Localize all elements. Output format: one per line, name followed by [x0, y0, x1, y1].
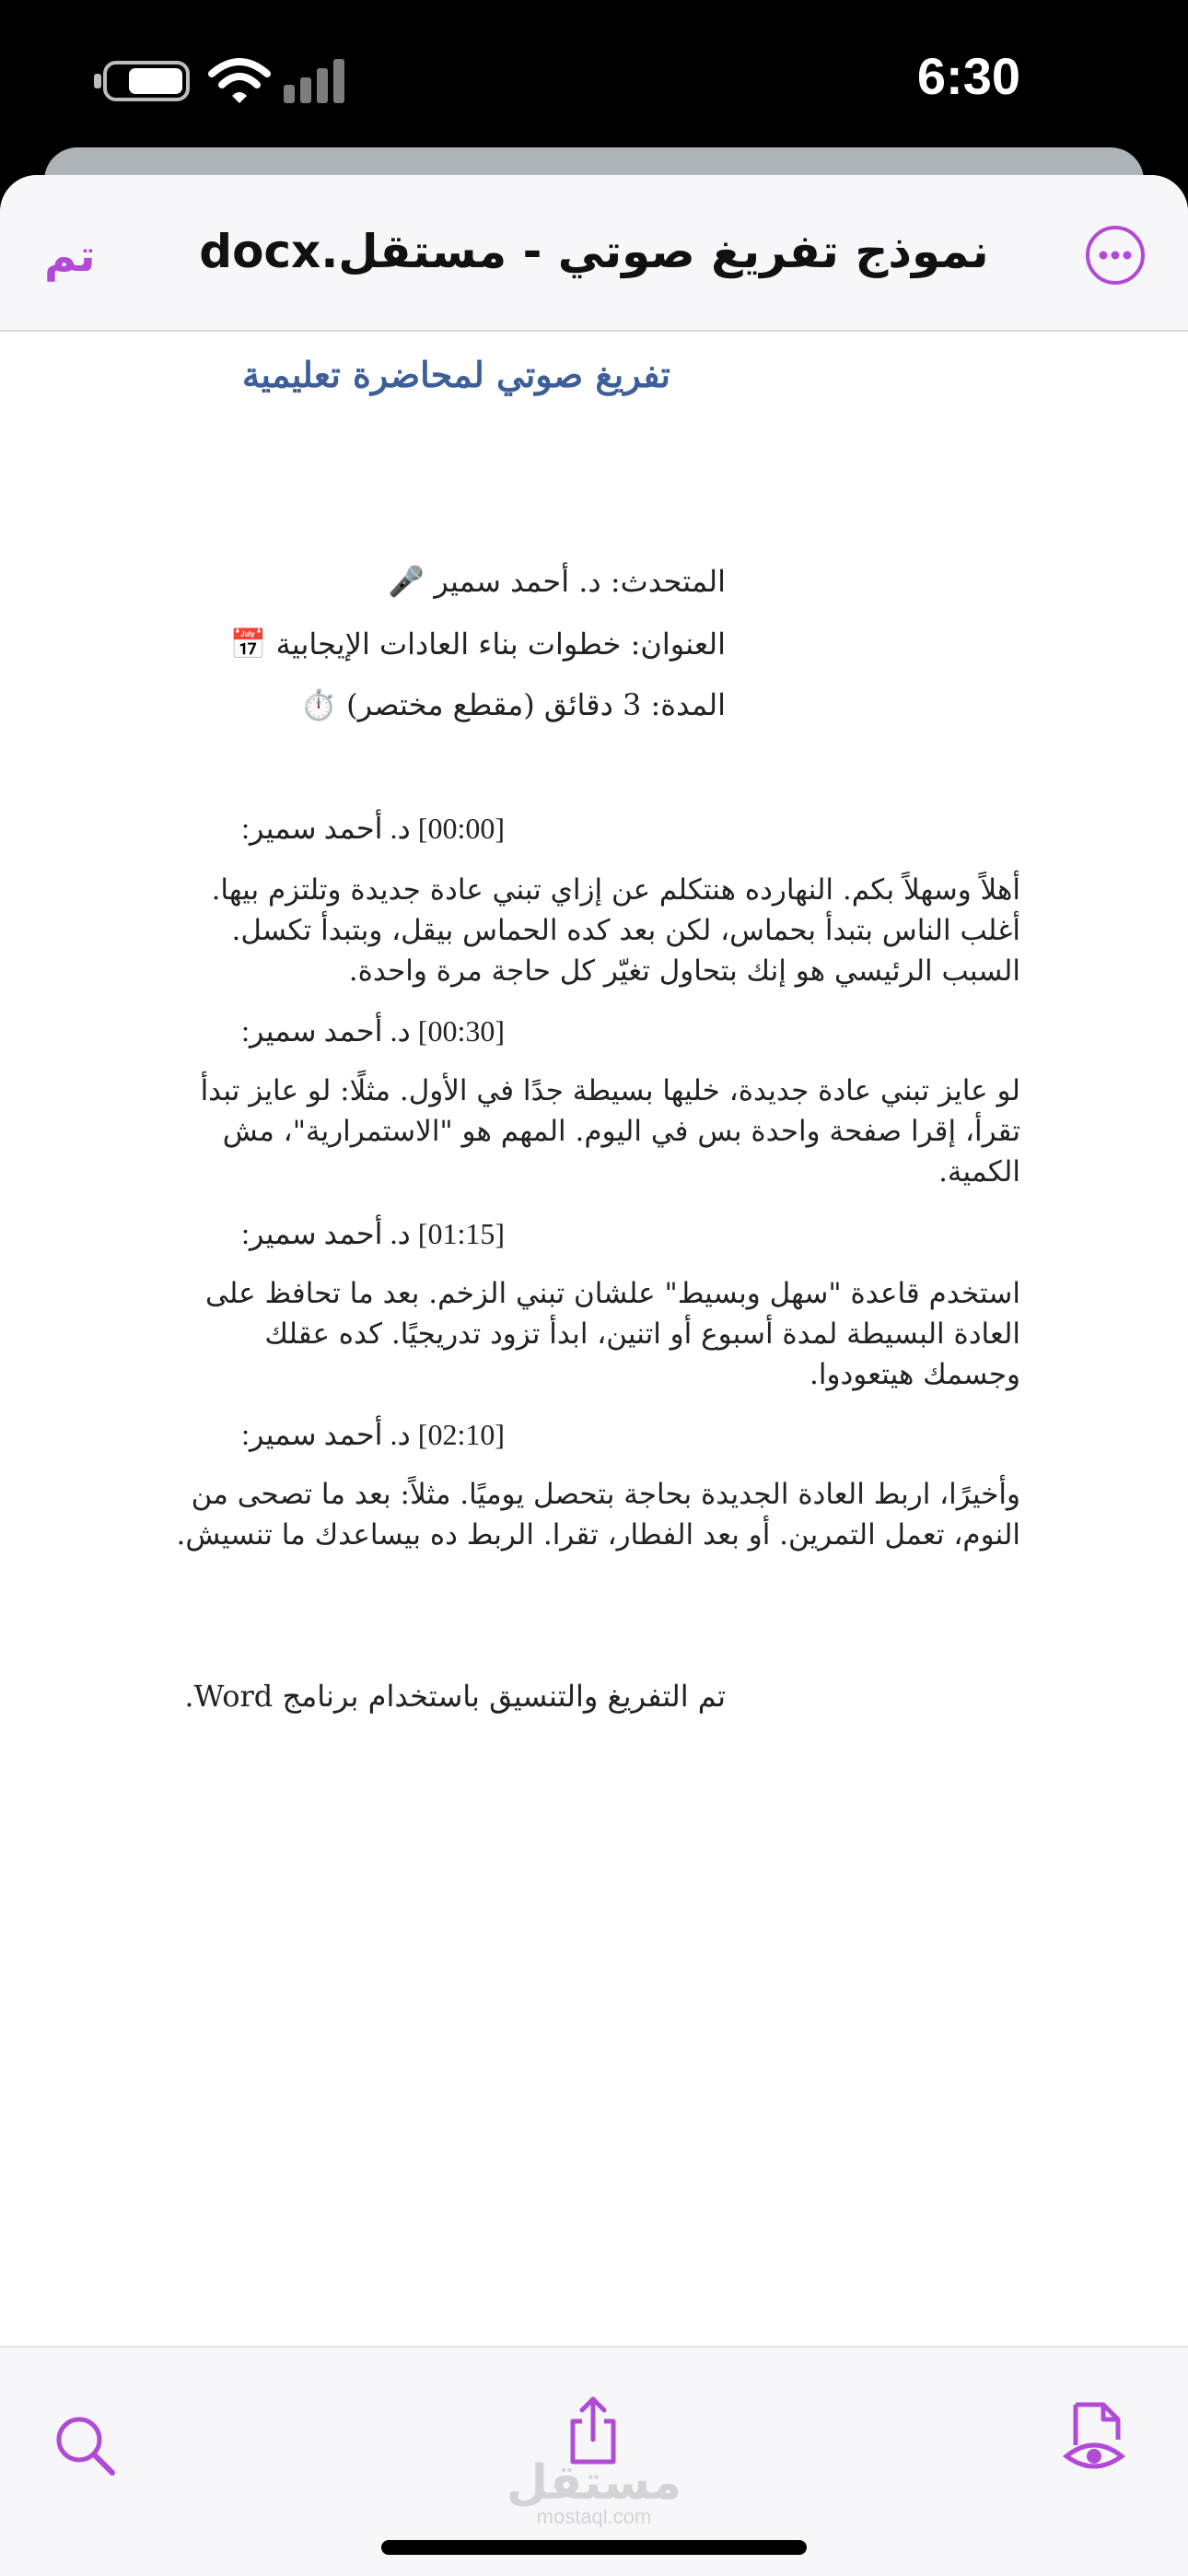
- meta-topic: العنوان: خطوات بناء العادات الإيجابية 📅: [229, 626, 726, 662]
- footer-note: تم التفريغ والتنسيق باستخدام برنامج Word.: [184, 1679, 726, 1714]
- status-time: 6:30: [916, 47, 1020, 105]
- segment-speaker: [00:30] د. أحمد سمير:: [241, 1014, 505, 1048]
- more-options-icon[interactable]: [1085, 225, 1146, 286]
- segment-speaker: [00:00] د. أحمد سمير:: [241, 812, 505, 845]
- cellular-signal-icon: [282, 59, 346, 103]
- watermark-url: mostaql.com: [536, 2505, 652, 2528]
- meta-speaker: المتحدث: د. أحمد سمير 🎤: [388, 564, 726, 599]
- wifi-icon: [208, 55, 271, 107]
- navigation-bar: [0, 175, 1188, 332]
- segment-text: لو عايز تبني عادة جديدة، خليها بسيطة جدًا في الأول. مثلًا: لو عايز تبدأ تقرأ، إقرا صفحة واحدة بس في اليوم. المهم هو "الاستمرارية"، مش الكمية.: [200, 1074, 1020, 1188]
- search-icon[interactable]: [48, 2408, 122, 2482]
- home-indicator[interactable]: [381, 2540, 807, 2555]
- segment-text: وأخيرًا، اربط العادة الجديدة بحاجة بتحصل يوميًا. مثلاً: بعد ما تصحى من النوم، تعمل التمرين. أو بعد الفطار، تقرا. الربط ده بيساعدك ما تنسيش.: [176, 1478, 1020, 1551]
- watermark-logo-text: مستقل: [506, 2455, 682, 2511]
- reader-mode-icon[interactable]: [1061, 2399, 1135, 2473]
- mostaql-watermark: [502, 2455, 686, 2529]
- battery-icon: [103, 61, 190, 101]
- meta-duration: المدة: 3 دقائق (مقطع مختصر) ⏱️: [300, 687, 726, 722]
- segment-text: أهلاً وسهلاً بكم. النهارده هنتكلم عن إزاي تبني عادة جديدة وتلتزم بيها. أغلب الناس بتبدأ بحماس، لكن بعد كده الحماس بيقل، وبتبدأ تكسل. السبب الرئيسي هو إنك بتحاول تغيّر كل حاجة مرة واحدة.: [211, 873, 1020, 988]
- document-title: نموذج تفريغ صوتي - مستقل.docx: [199, 225, 989, 278]
- done-button[interactable]: تم: [44, 230, 96, 282]
- segment-text: استخدم قاعدة "سهل وبسيط" علشان تبني الزخم. بعد ما تحافظ على العادة البسيطة لمدة أسبوع أو اتنين، ابدأ تزود تدريجيًا. كده عقلك وجسمك هيتعودوا.: [205, 1277, 1020, 1391]
- segment-speaker: [01:15] د. أحمد سمير:: [241, 1217, 505, 1250]
- doc-heading: تفريغ صوتي لمحاضرة تعليمية: [242, 354, 670, 395]
- segment-speaker: [02:10] د. أحمد سمير:: [241, 1418, 505, 1451]
- status-bar: [0, 0, 1188, 157]
